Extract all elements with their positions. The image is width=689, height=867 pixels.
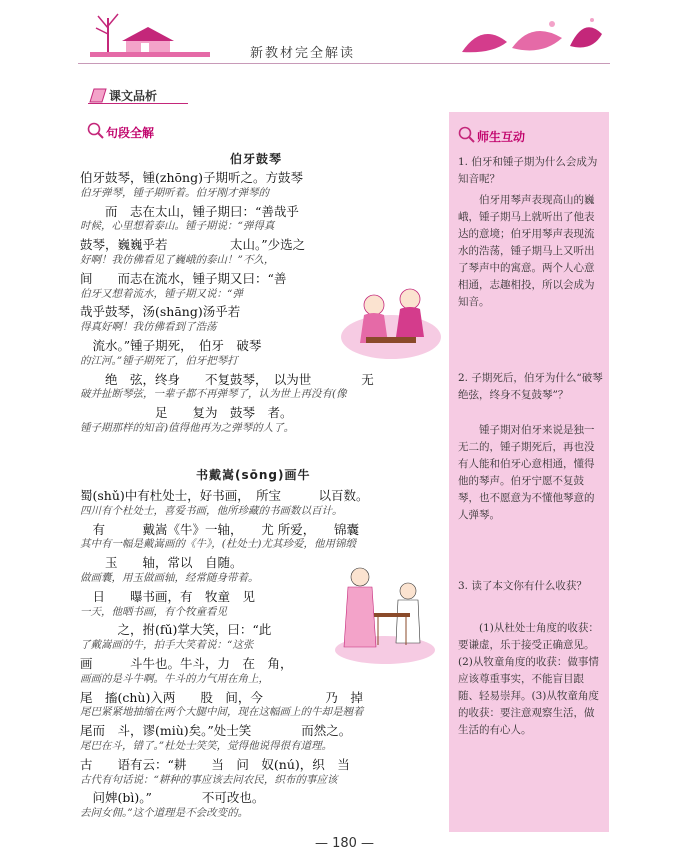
bird-decoration xyxy=(452,12,612,62)
translation-line: 时候，心里想着泰山。锺子期说：“弹得真 xyxy=(80,220,275,233)
original-text-line: 而 志在太山，锺子期曰：“善哉乎 xyxy=(80,203,299,219)
translation-line: 画画的是斗牛啊。牛斗的力气用在角上， xyxy=(80,672,269,685)
original-text-line: 之，拊(fǔ)掌大笑，曰：“此 xyxy=(80,622,272,638)
sidebar-question-1: 1. 伯牙和锺子期为什么会成为知音呢？ xyxy=(458,156,598,185)
original-text-line: 鼓琴，巍巍乎若 太山。”少选之 xyxy=(80,237,306,253)
translation-line: 好啊！我仿佛看见了巍峨的泰山！”不久， xyxy=(80,254,275,266)
original-text-line: 日 曝书画，有 牧童 见 xyxy=(80,588,256,604)
magnifier-icon xyxy=(86,121,104,139)
original-text-line: 足 复为 鼓琴 者。 xyxy=(80,405,293,421)
original-text-line: 蜀(shǔ)中有杜处士，好书画， 所宝 以百数。 xyxy=(80,488,369,503)
original-text-line: 玉 轴，常以 自随。 xyxy=(80,555,243,571)
original-text-line: 尾 搐(chù)入两 股 间，今 乃 掉 xyxy=(80,689,363,705)
pen-icon xyxy=(88,86,108,104)
guqin-players-illustration xyxy=(336,275,446,365)
original-text-line: 问婢(bì)。” 不可改也。 xyxy=(80,790,265,806)
translation-line: 的江河。”锺子期死了，伯牙把琴打 xyxy=(80,354,238,367)
translation-line: 去问女佣。”这个道理是不会改变的。 xyxy=(80,807,249,820)
translation-line: 一天，他晒书画，有个牧童看见 xyxy=(80,605,227,618)
header-rule xyxy=(78,63,610,64)
tab-underline xyxy=(88,103,188,104)
translation-line: 伯牙又想着流水，锺子期又说：“弹 xyxy=(80,287,243,300)
section-tab-label: 课文品析 xyxy=(109,89,158,103)
page-number: — 180 — xyxy=(314,836,375,851)
section-tab xyxy=(88,86,188,104)
original-text-line: 画 斗牛也。牛斗，力 在 角， xyxy=(80,656,293,671)
sidebar-question-3: 3. 读了本文你有什么收获？ xyxy=(458,580,587,592)
text1-title: 伯牙鼓琴 xyxy=(230,152,283,166)
translation-line: 得真好啊！我仿佛看到了浩荡 xyxy=(80,321,217,334)
translation-line: 其中有一幅是戴嵩画的《牛》，(杜处士)尤其珍爱，他用锦缎 xyxy=(80,538,356,551)
translation-line: 四川有个杜处士，喜爱书画，他所珍藏的书画数以百计。 xyxy=(80,504,343,517)
original-text-line: 有 戴嵩《牛》一轴， 尤 所爱， 锦囊 xyxy=(80,521,359,537)
sidebar-answer-3: (1)从杜处士角度的收获：要谦虚，乐于接受正确意见。(2)从牧童角度的收获：做事情应该尊重事实，不能盲目跟随、轻易崇拜。(3)从牧童角度的收获：要注意观察生活，做生活的有心人。 xyxy=(458,622,599,736)
sidebar-question-2: 2. 子期死后，伯牙为什么“破琴绝弦，终身不复鼓琴”？ xyxy=(458,372,603,401)
translation-line: 做画囊，用玉做画轴，经常随身带着。 xyxy=(80,572,259,584)
page-header xyxy=(0,0,689,80)
header-title: 新教材完全解读 xyxy=(250,46,356,61)
magnifier-icon xyxy=(457,125,475,143)
original-text-line: 伯牙鼓琴，锺(zhōng)子期听之。方鼓琴 xyxy=(80,170,303,185)
original-text-line: 古 语有云：“耕 当 问 奴(nú)，织 当 xyxy=(80,756,350,772)
translation-line: 破并扯断琴弦，一辈子都不再弹琴了，认为世上再没有(像 xyxy=(80,388,347,401)
original-text-line: 绝 弦，终身 不复鼓琴， 以为世 无 xyxy=(80,371,374,387)
translation-line: 伯牙弹琴，锺子期听着。伯牙刚才弹琴的 xyxy=(80,186,269,199)
translation-line: 锺子期那样的知音)值得他再为之弹琴的人了。 xyxy=(80,422,295,434)
original-text-line: 流水。”锺子期死， 伯牙 破琴 xyxy=(80,338,262,353)
text2-title: 书戴嵩(sōng)画牛 xyxy=(196,468,311,482)
original-text-line: 间 而志在流水，锺子期又曰：“善 xyxy=(80,270,287,286)
sidebar-answer-2: 锺子期对伯牙来说是独一无二的，锺子期死后，再也没有人能和伯牙心意相通，懂得他的琴声。伯牙宁愿不复鼓琴，也不愿意为不懂他琴意的人弹琴。 xyxy=(458,424,595,521)
painting-viewers-illustration xyxy=(330,555,440,665)
house-tree-decoration xyxy=(86,8,216,63)
translation-line: 尾巴紧紧地抽缩在两个大腿中间，现在这幅画上的牛却是翘着 xyxy=(80,706,364,719)
sidebar-heading: 师生互动 xyxy=(477,130,526,144)
translation-line: 了戴嵩画的牛，拍手大笑着说：“这张 xyxy=(80,639,254,652)
translation-line: 古代有句话说：“耕种的事应该去问农民，织布的事应该 xyxy=(80,773,338,786)
original-text-line: 哉乎鼓琴，汤(shāng)汤乎若 xyxy=(80,304,241,320)
translation-line: 尾巴在斗，错了。”杜处士笑笑，觉得他说得很有道理。 xyxy=(80,740,333,752)
original-text-line: 尾而 斗，谬(miù)矣。”处士笑 而然之。 xyxy=(80,723,352,739)
subheading: 句段全解 xyxy=(106,126,155,140)
teacher-student-sidebar xyxy=(449,112,609,832)
sidebar-answer-1: 伯牙用琴声表现高山的巍峨，锺子期马上就听出了他表达的意境；伯牙用琴声表现流水的浩荡，锺子期马上又听出了琴声中的寓意。两个人心意相通，志趣相投，所以会成为知音。 xyxy=(458,194,595,308)
